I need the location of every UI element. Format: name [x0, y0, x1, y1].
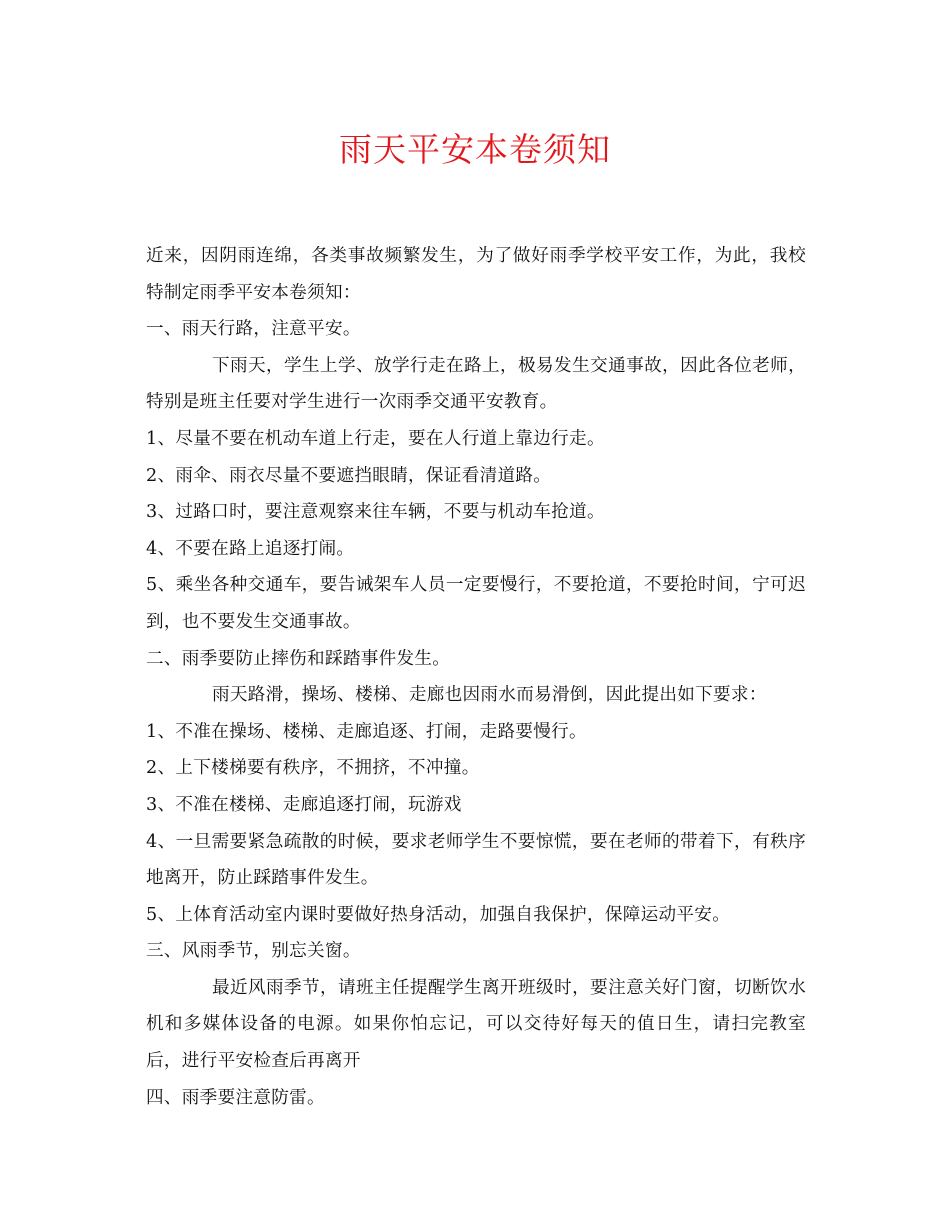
list-item: 2、雨伞、雨衣尽量不要遮挡眼睛，保证看清道路。 [146, 465, 552, 486]
section-heading: 二、雨季要防止摔伤和踩踏事件发生。 [146, 648, 451, 669]
list-item: 5、上体育活动室内课时要做好热身活动，加强自我保护，保障运动平安。 [146, 904, 731, 925]
list-item: 4、一旦需要紧急疏散的时候，要求老师学生不要惊慌，要在老师的带着下，有秩序地离开，防止踩踏事件发生。 [146, 831, 806, 889]
list-item: 3、过路口时，要注意观察来往车辆，不要与机动车抢道。 [146, 502, 605, 523]
list-item: 3、不准在楼梯、走廊追逐打闹，玩游戏 [146, 794, 462, 815]
section-heading: 三、风雨季节，别忘关窗。 [146, 941, 361, 962]
list-item: 1、不准在操场、楼梯、走廊追逐、打闹，走路要慢行。 [146, 721, 587, 742]
paragraph: 下雨天，学生上学、放学行走在路上，极易发生交通事故，因此各位老师，特别是班主任要对学生进行一次雨季交通平安教育。 [146, 355, 806, 413]
section-heading: 一、雨天行路，注意平安。 [146, 319, 361, 340]
document-body [146, 238, 806, 1116]
list-item: 1、尽量不要在机动车道上行走，要在人行道上靠边行走。 [146, 428, 605, 449]
section-heading: 四、雨季要注意防雷。 [146, 1087, 325, 1108]
paragraph: 最近风雨季节，请班主任提醒学生离开班级时，要注意关好门窗，切断饮水机和多媒体设备的电源。如果你怕忘记，可以交待好每天的值日生，请扫完教室后，进行平安检查后再离开 [146, 977, 806, 1072]
list-item: 2、上下楼梯要有秩序，不拥挤，不冲撞。 [146, 758, 480, 779]
list-item: 5、乘坐各种交通车，要告诫架车人员一定要慢行，不要抢道，不要抢时间，宁可迟到，也不要发生交通事故。 [146, 575, 806, 632]
paragraph: 雨天路滑，操场、楼梯、走廊也因雨水而易滑倒，因此提出如下要求： [212, 685, 767, 706]
page-title: 雨天平安本卷须知 [339, 130, 611, 169]
list-item: 4、不要在路上追逐打闹。 [146, 538, 355, 559]
paragraph: 近来，因阴雨连绵，各类事故频繁发生，为了做好雨季学校平安工作，为此，我校特制定雨季平安本卷须知： [146, 246, 806, 303]
